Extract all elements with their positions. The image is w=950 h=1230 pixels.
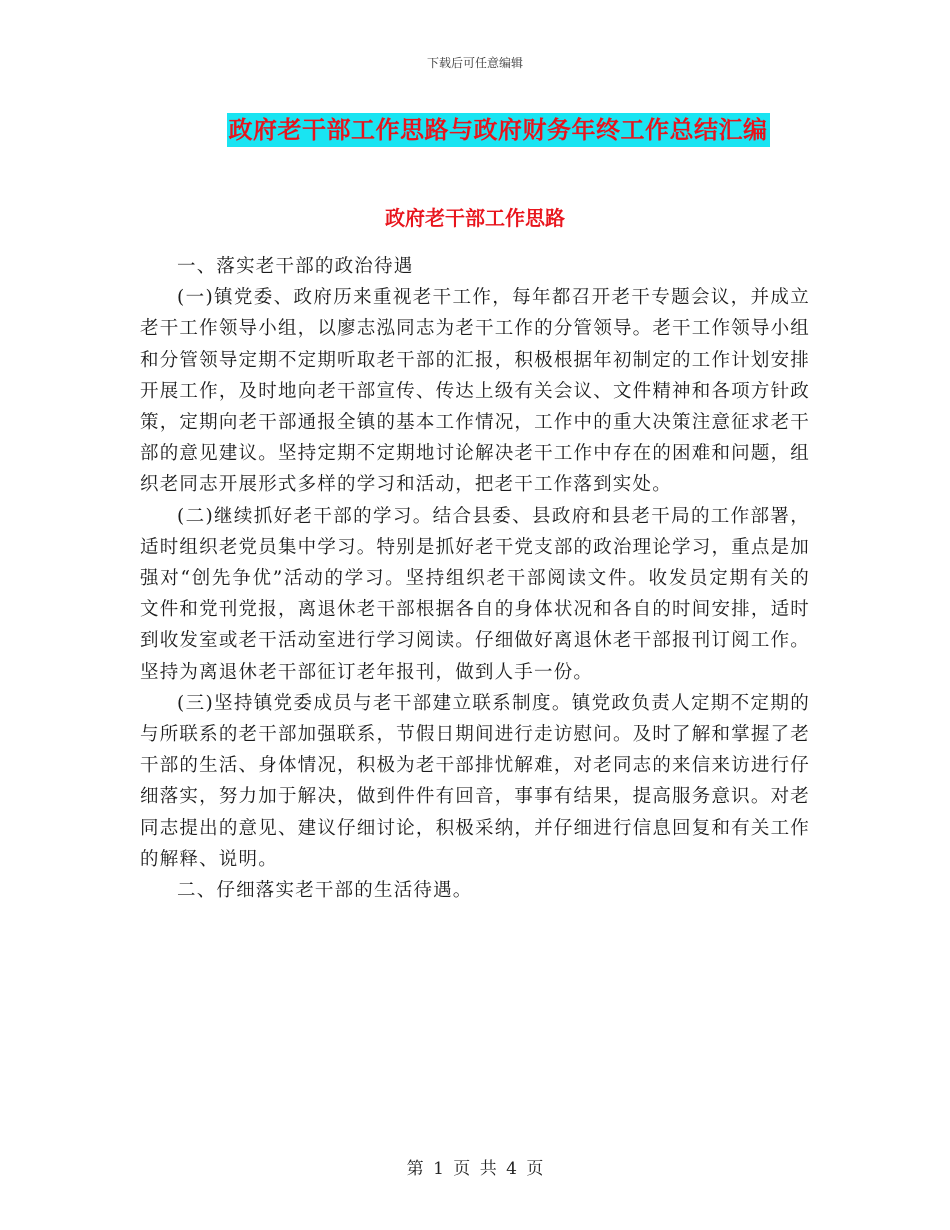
paragraph: 二、仔细落实老干部的生活待遇。 bbox=[177, 880, 473, 902]
body-text bbox=[140, 251, 810, 906]
paragraph: (三)坚持镇党委成员与老干部建立联系制度。镇党政负责人定期不定期的与所联系的老干部加强联系，节假日期间进行走访慰问。及时了解和掌握了老干部的生活、身体情况，积极为老干部排忧解难，对老同志的来信来访进行仔细落实，努力加于解决，做到件件有回音，事事有结果，提高服务意识。对老同志提出的意见、建议仔细讨论，积极采纳，并仔细进行信息回复和有关工作的解释、说明。 bbox=[140, 692, 810, 870]
document-title-text: 政府老干部工作思路与政府财务年终工作总结汇编 bbox=[227, 113, 770, 147]
document-title bbox=[0, 113, 950, 150]
header-note: 下载后可任意编辑 bbox=[426, 56, 523, 70]
page-footer: 第 1 页 共 4 页 bbox=[406, 1159, 544, 1179]
section-title: 政府老干部工作思路 bbox=[385, 206, 565, 230]
paragraph: (一)镇党委、政府历来重视老干工作，每年都召开老干专题会议，并成立老干工作领导小组，以廖志泓同志为老干工作的分管领导。老干工作领导小组和分管领导定期不定期听取老干部的汇报，积极根据年初制定的工作计划安排开展工作，及时地向老干部宣传、传达上级有关会议、文件精神和各项方针政策，定期向老干部通报全镇的基本工作情况，工作中的重大决策注意征求老干部的意见建议。坚持定期不定期地讨论解决老干工作中存在的困难和问题，组织老同志开展形式多样的学习和活动，把老干工作落到实处。 bbox=[140, 287, 810, 496]
paragraph: (二)继续抓好老干部的学习。结合县委、县政府和县老干局的工作部署，适时组织老党员集中学习。特别是抓好老干党支部的政治理论学习，重点是加强对“创先争优”活动的学习。坚持组织老干部阅读文件。收发员定期有关的文件和党刊党报，离退休老干部根据各自的身体状况和各自的时间安排，适时到收发室或老干活动室进行学习阅读。仔细做好离退休老干部报刊订阅工作。坚持为离退休老干部征订老年报刊，做到人手一份。 bbox=[140, 505, 810, 683]
paragraph: 一、落实老干部的政治待遇 bbox=[177, 256, 414, 277]
